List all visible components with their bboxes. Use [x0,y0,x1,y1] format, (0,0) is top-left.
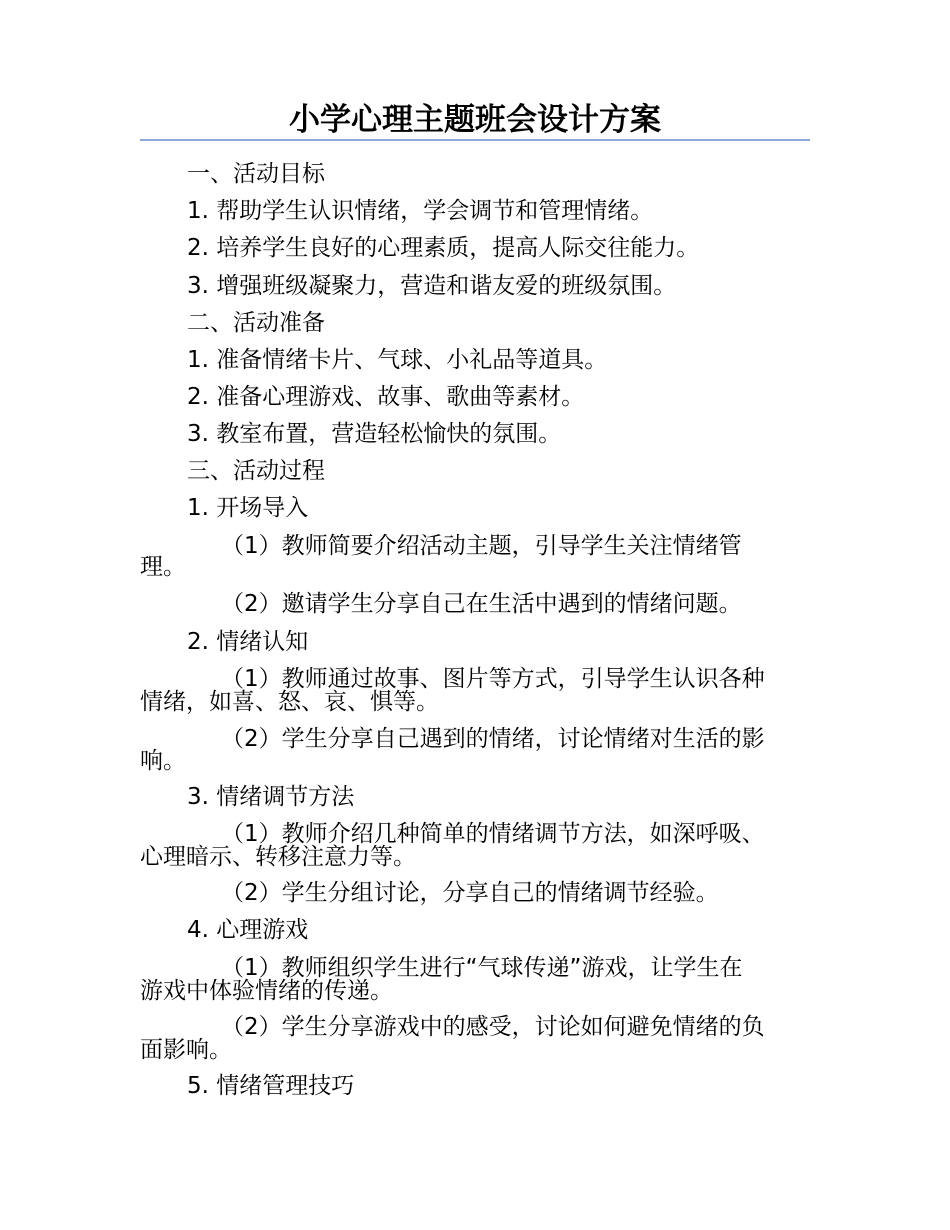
document-title: 小学心理主题班会设计方案 [289,102,661,138]
paragraph-line: （2）邀请学生分享自己在生活中遇到的情绪问题。 [221,591,742,617]
section-heading-process: 三、活动过程 [187,458,325,484]
paragraph-line: 情绪，如喜、怒、哀、惧等。 [140,689,439,715]
paragraph-line: （1）教师通过故事、图片等方式，引导学生认识各种 [221,666,765,692]
paragraph-line: （2）学生分享自己遇到的情绪，讨论情绪对生活的影 [221,726,765,752]
paragraph-line: 3. 教室布置，营造轻松愉快的氛围。 [187,421,562,447]
title-underline [140,139,810,141]
paragraph-line: 1. 帮助学生认识情绪，学会调节和管理情绪。 [187,198,654,224]
paragraph-line: 2. 培养学生良好的心理素质，提高人际交往能力。 [187,235,700,261]
subheading-emotion-awareness: 2. 情绪认知 [187,629,309,655]
paragraph-line: （2）学生分享游戏中的感受，讨论如何避免情绪的负 [221,1014,765,1040]
section-heading-goals: 一、活动目标 [187,161,325,187]
section-heading-preparation: 二、活动准备 [187,310,325,336]
paragraph-line: （1）教师组织学生进行“气球传递”游戏，让学生在 [221,955,743,981]
paragraph-line: （1）教师简要介绍活动主题，引导学生关注情绪管 [221,533,742,559]
subheading-opening: 1. 开场导入 [187,495,309,521]
paragraph-line: 游戏中体验情绪的传递。 [140,978,393,1004]
paragraph-line: 理。 [140,554,186,580]
paragraph-line: （1）教师介绍几种简单的情绪调节方法，如深呼吸、 [221,821,765,847]
paragraph-line: （2）学生分组讨论，分享自己的情绪调节经验。 [221,880,719,906]
paragraph-line: 1. 准备情绪卡片、气球、小礼品等道具。 [187,347,608,373]
paragraph-line: 响。 [140,748,186,774]
paragraph-line: 2. 准备心理游戏、故事、歌曲等素材。 [187,384,585,410]
paragraph-line: 面影响。 [140,1037,232,1063]
subheading-psych-game: 4. 心理游戏 [187,917,309,943]
subheading-regulation-methods: 3. 情绪调节方法 [187,784,355,810]
paragraph-line: 3. 增强班级凝聚力，营造和谐友爱的班级氛围。 [187,273,677,299]
paragraph-line: 心理暗示、转移注意力等。 [140,844,416,870]
subheading-management-skills: 5. 情绪管理技巧 [187,1073,355,1099]
